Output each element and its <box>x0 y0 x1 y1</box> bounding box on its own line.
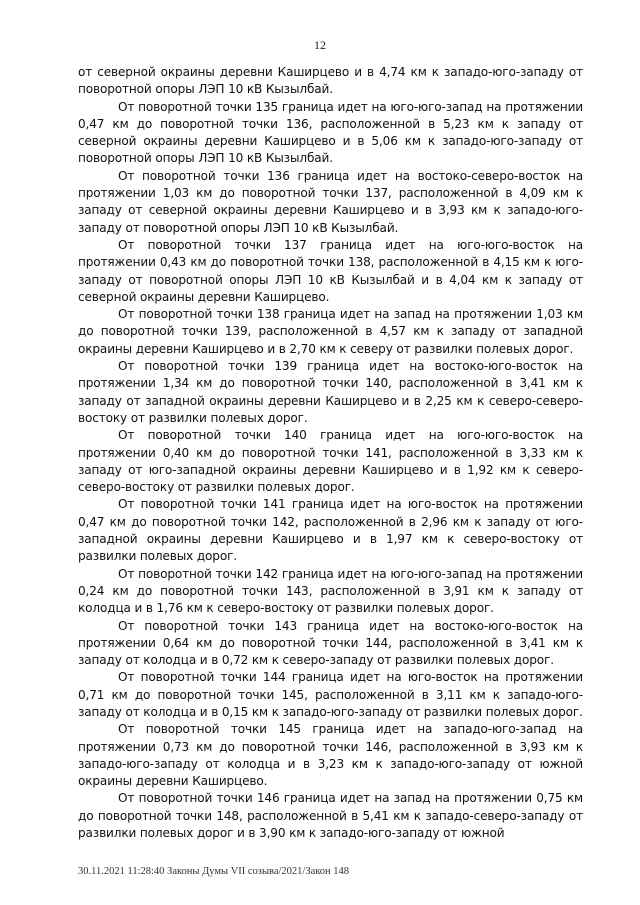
paragraph-point-138: От поворотной точки 138 граница идет на запад на протяжении 1,03 км до поворотной точки 139, расположенной в 4,57 км к западу от западной окраины деревни Каширцево и в 2,70 км к северу от развилки полевых дорог. <box>78 307 583 356</box>
paragraph-point-135: От поворотной точки 135 граница идет на юго-юго-запад на протяжении 0,47 км до поворотной точки 136, расположенной в 5,23 км к западу от северной окраины деревни Каширцево и в 5,06 км к западо-юго-западу от поворотной опоры ЛЭП 10 кВ Кызылбай. <box>78 99 583 166</box>
page-number: 12 <box>314 38 326 52</box>
document-body <box>78 64 583 842</box>
paragraph-point-143: От поворотной точки 143 граница идет на востоко-юго-восток на протяжении 0,64 км до поворотной точки 144, расположенной в 3,41 км к западу от колодца и в 0,72 км к северо-западу от развилки полевых дорог. <box>78 618 583 668</box>
paragraph-point-139: От поворотной точки 139 граница идет на востоко-юго-восток на протяжении 1,34 км до поворотной точки 140, расположенной в 3,41 км к западу от западной окраины деревни Каширцево и в 2,25 км к северо-северо-востоку от развилки полевых дорог. <box>78 359 583 425</box>
paragraph-point-141: От поворотной точки 141 граница идет на юго-восток на протяжении 0,47 км до поворотной точки 142, расположенной в 2,96 км к западу от юго-западной окраины деревни Каширцево и в 1,97 км к северо-востоку от развилки полевых дорог. <box>78 497 583 564</box>
paragraph-point-136: От поворотной точки 136 граница идет на востоко-северо-восток на протяжении 1,03 км до поворотной точки 137, расположенной в 4,09 км к западу от северной окраины деревни Каширцево и в 3,93 км к западо-юго-западу от поворотной опоры ЛЭП 10 кВ Кызылбай. <box>78 168 583 235</box>
document-footer: 30.11.2021 11:28:40 Законы Думы VII созыва/2021/Закон 148 <box>78 866 350 877</box>
paragraph-point-142: От поворотной точки 142 граница идет на юго-юго-запад на протяжении 0,24 км до поворотной точки 143, расположенной в 3,91 км к западу от колодца и в 1,76 км к северо-востоку от развилки полевых дорог. <box>78 566 583 616</box>
paragraph-continuation: от северной окраины деревни Каширцево и в 4,74 км к западо-юго-западу от поворотной опоры ЛЭП 10 кВ Кызылбай. <box>78 65 583 97</box>
paragraph-point-146: От поворотной точки 146 граница идет на запад на протяжении 0,75 км до поворотной точки 148, расположенной в 5,41 км к западо-северо-западу от развилки полевых дорог и в 3,90 км к западо-юго-западу от южной <box>78 791 583 841</box>
paragraph-point-140: От поворотной точки 140 граница идет на юго-юго-восток на протяжении 0,40 км до поворотной точки 141, расположенной в 3,33 км к западу от юго-западной окраины деревни Каширцево и в 1,92 км к северо-северо-востоку от развилки полевых дорог. <box>78 428 583 495</box>
paragraph-point-144: От поворотной точки 144 граница идет на юго-восток на протяжении 0,71 км до поворотной точки 145, расположенной в 3,11 км к западо-юго-западу от колодца и в 0,15 км к западо-юго-западу от развилки полевых дорог. <box>78 670 583 719</box>
paragraph-point-137: От поворотной точки 137 граница идет на юго-юго-восток на протяжении 0,43 км до поворотной точки 138, расположенной в 4,15 км к юго-западу от поворотной опоры ЛЭП 10 кВ Кызылбай и в 4,04 км к западу от северной окраины деревни Каширцево. <box>78 237 583 304</box>
paragraph-point-145: От поворотной точки 145 граница идет на западо-юго-запад на протяжении 0,73 км до поворотной точки 146, расположенной в 3,93 км к западо-юго-западу от колодца и в 3,23 км к западо-юго-западу от южной окраины деревни Каширцево. <box>78 722 583 789</box>
